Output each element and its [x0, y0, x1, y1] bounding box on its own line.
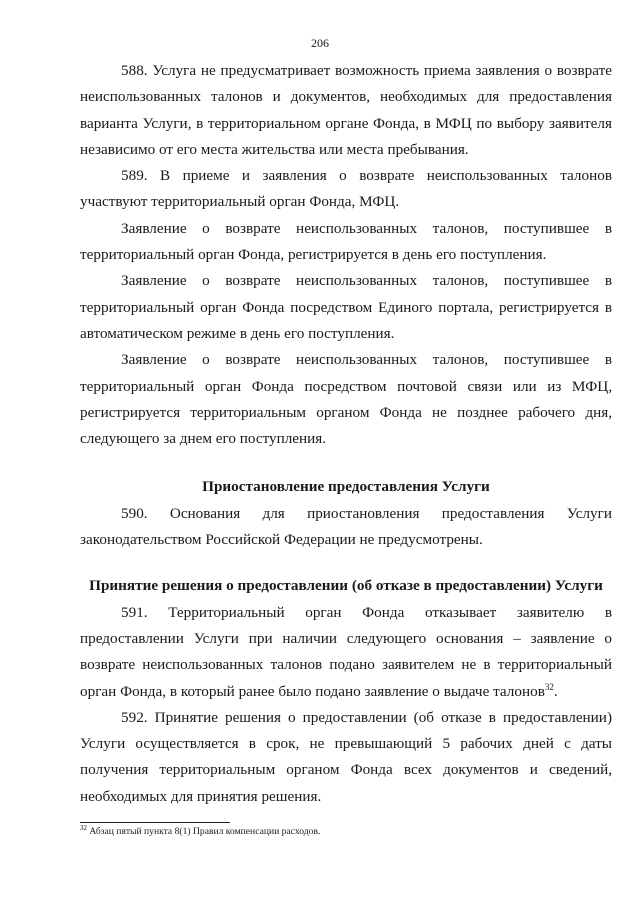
paragraph-589-registration: Заявление о возврате неиспользованных талонов, поступившее в территориальный орган Фонда, регистрируется в день его поступления. — [80, 219, 612, 264]
footnote — [80, 823, 612, 838]
paragraph-589-portal: Заявление о возврате неиспользованных талонов, поступившее в территориальный орган Фонда посредством Единого портала, регистрируется в автоматическом режиме в день его поступления. — [80, 272, 612, 342]
footnote-number: 32 — [80, 823, 87, 832]
paragraph-589-mail: Заявление о возврате неиспользованных талонов, поступившее в территориальный орган Фонда посредством почтовой связи или из МФЦ, регистрируется территориальным органом Фонда не позднее рабочего дня, следующего за днем его поступления. — [80, 351, 612, 448]
paragraph-592: 592. Принятие решения о предоставлении (об отказе в предоставлении) Услуги осуществляется в срок, не превышающий 5 рабочих дней с даты получения территориальным органом Фонда всех документов и сведений, необходимых для принятия решения. — [80, 708, 612, 805]
paragraph-589: 589. В приеме и заявления о возврате неиспользованных талонов участвуют территориальный орган Фонда, МФЦ. — [80, 167, 612, 211]
page-number: 206 — [311, 36, 329, 50]
paragraph-590: 590. Основания для приостановления предоставления Услуги законодательством Российской Федерации не предусмотрены. — [80, 504, 612, 549]
heading-decision: Принятие решения о предоставлении (об отказе в предоставлении) Услуги — [89, 577, 603, 595]
heading-suspension: Приостановление предоставления Услуги — [202, 478, 490, 496]
footnote-reference: 32 — [544, 681, 554, 692]
footnote-text: Абзац пятый пункта 8(1) Правил компенсации расходов. — [89, 826, 321, 837]
paragraph-588: 588. Услуга не предусматривает возможность приема заявления о возврате неиспользованных талонов и документов, необходимых для предоставления варианта Услуги, в территориальном органе Фонда, в МФЦ по выбору заявителя независимо от его места жительства или места пребывания. — [80, 62, 612, 158]
paragraph-591 — [80, 600, 612, 705]
paragraph-591-text: 591. Территориальный орган Фонда отказывает заявителю в предоставлении Услуги при наличии следующего основания – заявление о возврате неиспользованных талонов подано заявителем не в территориальный орган Фонда, в который ранее было подано заявление о выдаче талонов — [80, 603, 612, 700]
document-body — [80, 58, 612, 810]
footnote-divider — [80, 822, 230, 823]
paragraph-591-end: . — [553, 682, 558, 700]
